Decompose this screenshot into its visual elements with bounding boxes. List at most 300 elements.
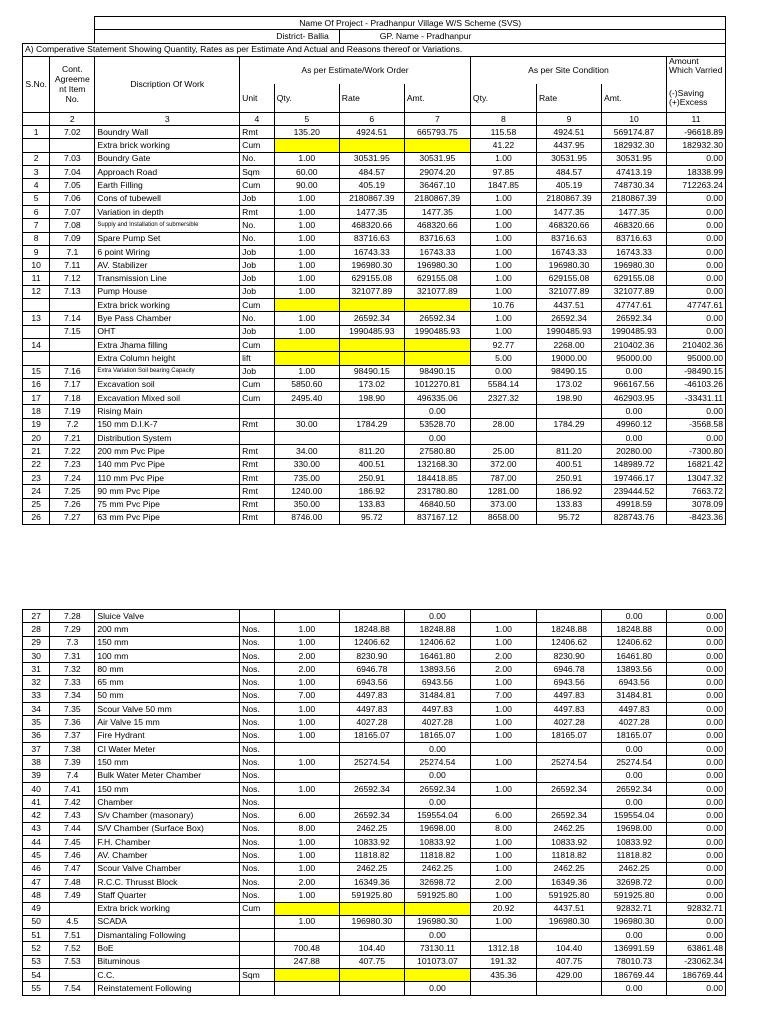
description-cell: 63 mm Pvc Pipe — [95, 511, 240, 524]
serial-number-cell: 25 — [23, 498, 50, 511]
estimate-qty-cell: 2.00 — [274, 663, 339, 676]
site-rate-cell: 186.92 — [536, 485, 601, 498]
table-row — [23, 649, 726, 662]
estimate-amount-cell — [404, 299, 470, 312]
saving-excess-cell: 0.00 — [667, 982, 726, 995]
description-cell: CI Water Meter — [95, 742, 240, 755]
item-number-cell: 7.49 — [50, 889, 95, 902]
table-row — [23, 152, 726, 165]
table-row — [23, 862, 726, 875]
estimate-qty-cell — [274, 796, 339, 809]
estimate-amount-cell: 98490.15 — [404, 365, 470, 378]
item-number-cell: 7.27 — [50, 511, 95, 524]
site-qty-cell — [470, 769, 536, 782]
item-number-cell: 7.38 — [50, 742, 95, 755]
description-cell: Bituminous — [95, 955, 240, 968]
description-cell: 200 mm Pvc Pipe — [95, 445, 240, 458]
table-row — [23, 219, 726, 232]
item-number-cell: 7.11 — [50, 259, 95, 272]
site-amount-cell: 0.00 — [602, 796, 667, 809]
estimate-rate-cell — [339, 769, 404, 782]
site-qty-cell — [470, 432, 536, 445]
site-qty-cell: 5.00 — [470, 352, 536, 365]
serial-number-cell: 33 — [23, 689, 50, 702]
site-amount-cell: 321077.89 — [602, 285, 667, 298]
estimate-qty-cell: 1.00 — [274, 192, 339, 205]
saving-excess-cell: 0.00 — [667, 219, 726, 232]
saving-excess-cell: -3568.58 — [667, 418, 726, 431]
table-row — [23, 232, 726, 245]
serial-number-cell: 43 — [23, 822, 50, 835]
serial-number-cell: 26 — [23, 511, 50, 524]
table-row — [23, 809, 726, 822]
site-amount-cell: 591925.80 — [602, 889, 667, 902]
estimate-amount-cell: 53528.70 — [404, 418, 470, 431]
site-rate-cell: 2462.25 — [537, 862, 602, 875]
serial-number-cell: 21 — [23, 445, 50, 458]
estimate-amount-cell: 2180867.39 — [404, 192, 470, 205]
unit-cell: Rmt — [240, 485, 275, 498]
table-row — [23, 392, 726, 405]
estimate-qty-cell: 2.00 — [274, 875, 339, 888]
site-amount-cell: 4027.28 — [602, 716, 667, 729]
table-row — [23, 703, 726, 716]
site-rate-cell: 4497.83 — [537, 703, 602, 716]
site-rate-cell: 173.02 — [536, 378, 601, 391]
estimate-qty-cell: 90.00 — [274, 179, 339, 192]
estimate-qty-cell — [274, 902, 339, 915]
table-row — [23, 166, 726, 179]
site-amount-cell: 25274.54 — [602, 756, 667, 769]
saving-excess-cell: 0.00 — [667, 676, 726, 689]
description-cell: Rising Main — [95, 405, 240, 418]
table-row — [23, 756, 726, 769]
site-amount-cell: 159554.04 — [602, 809, 667, 822]
serial-number-cell: 51 — [23, 929, 50, 942]
item-number-cell: 7.47 — [50, 862, 95, 875]
col-number: 9 — [536, 112, 601, 125]
estimate-qty-cell: 1.00 — [274, 729, 339, 742]
table-row — [23, 445, 726, 458]
serial-number-cell: 41 — [23, 796, 50, 809]
estimate-amount-cell: 6943.56 — [404, 676, 470, 689]
site-amount-cell: 83716.63 — [602, 232, 667, 245]
estimate-rate-cell: 186.92 — [339, 485, 404, 498]
estimate-amount-cell: 196980.30 — [404, 259, 470, 272]
table-row — [23, 969, 726, 982]
estimate-rate-cell: 95.72 — [339, 511, 404, 524]
table-row — [23, 782, 726, 795]
item-number-cell: 7.46 — [50, 849, 95, 862]
estimate-rate-cell: 11818.82 — [339, 849, 404, 862]
item-number-cell: 7.43 — [50, 809, 95, 822]
description-cell: Extra brick working — [95, 139, 240, 152]
estimate-qty-cell: 2495.40 — [274, 392, 339, 405]
serial-number-cell: 38 — [23, 756, 50, 769]
serial-number-cell: 11 — [23, 272, 50, 285]
site-qty-cell: 1.00 — [470, 676, 536, 689]
serial-number-cell: 29 — [23, 636, 50, 649]
estimate-qty-cell — [274, 929, 339, 942]
serial-number-cell: 9 — [23, 245, 50, 258]
saving-excess-cell: 0.00 — [667, 285, 726, 298]
site-amount-cell: 16743.33 — [602, 245, 667, 258]
serial-number-cell: 20 — [23, 432, 50, 445]
table-row — [23, 352, 726, 365]
unit-cell — [240, 610, 275, 623]
item-number-cell: 7.31 — [50, 649, 95, 662]
estimate-qty-cell: 1.00 — [274, 152, 339, 165]
rate-header: Rate — [339, 84, 404, 112]
estimate-qty-cell: 1.00 — [274, 849, 339, 862]
estimate-amount-cell: 25274.54 — [404, 756, 470, 769]
site-rate-cell: 250.91 — [536, 471, 601, 484]
estimate-amount-cell: 19698.00 — [404, 822, 470, 835]
item-number-cell: 7.19 — [50, 405, 95, 418]
unit-cell: Nos. — [240, 796, 275, 809]
site-rate-cell: 30531.95 — [536, 152, 601, 165]
table-row — [23, 498, 726, 511]
saving-excess-cell: 0.00 — [667, 272, 726, 285]
saving-excess-cell: 0.00 — [667, 405, 726, 418]
site-rate-cell: 133.83 — [536, 498, 601, 511]
site-rate-cell — [537, 929, 602, 942]
estimate-amount-cell — [404, 969, 470, 982]
site-rate-cell: 2268.00 — [536, 338, 601, 351]
saving-excess-cell: 0.00 — [667, 636, 726, 649]
site-qty-cell: 6.00 — [470, 809, 536, 822]
estimate-rate-cell: 4027.28 — [339, 716, 404, 729]
estimate-rate-cell — [339, 299, 404, 312]
estimate-amount-cell — [404, 139, 470, 152]
site-rate-cell: 26592.34 — [537, 782, 602, 795]
estimate-rate-cell: 30531.95 — [339, 152, 404, 165]
site-qty-cell: 1.00 — [470, 192, 536, 205]
table-row — [23, 636, 726, 649]
site-rate-cell: 11818.82 — [537, 849, 602, 862]
estimate-rate-cell — [339, 982, 404, 995]
site-qty-cell: 28.00 — [470, 418, 536, 431]
estimate-qty-cell — [274, 969, 339, 982]
item-number-cell: 7.45 — [50, 836, 95, 849]
site-amount-cell: 966167.56 — [602, 378, 667, 391]
estimate-qty-cell: 1.00 — [274, 232, 339, 245]
site-qty-cell: 97.85 — [470, 166, 536, 179]
estimate-amount-cell: 0.00 — [404, 432, 470, 445]
site-amount-cell: 26592.34 — [602, 312, 667, 325]
unit-cell: Cum — [240, 392, 275, 405]
serial-number-cell: 44 — [23, 836, 50, 849]
site-qty-cell: 1.00 — [470, 756, 536, 769]
item-number-cell: 7.13 — [50, 285, 95, 298]
serial-number-cell — [23, 139, 50, 152]
site-qty-cell: 7.00 — [470, 689, 536, 702]
item-number-cell: 7.18 — [50, 392, 95, 405]
estimate-qty-cell: 1.00 — [274, 325, 339, 338]
site-rate-cell — [537, 982, 602, 995]
estimate-qty-cell: 5850.60 — [274, 378, 339, 391]
site-qty-cell: 1.00 — [470, 889, 536, 902]
saving-excess-cell: 0.00 — [667, 432, 726, 445]
estimate-amount-cell: 132168.30 — [404, 458, 470, 471]
saving-excess-cell: 0.00 — [667, 716, 726, 729]
estimate-rate-cell — [339, 139, 404, 152]
site-qty-cell: 1.00 — [470, 636, 536, 649]
estimate-qty-cell: 1.00 — [274, 782, 339, 795]
description-cell: Supply and Installation of submersible — [95, 219, 240, 232]
table-row — [23, 245, 726, 258]
description-cell: S/v Chamber (masonary) — [95, 809, 240, 822]
estimate-amount-cell: 2462.25 — [404, 862, 470, 875]
site-rate-cell: 196980.30 — [537, 915, 602, 928]
serial-number-cell: 24 — [23, 485, 50, 498]
estimate-rate-cell: 629155.08 — [339, 272, 404, 285]
estimate-amount-cell: 231780.80 — [404, 485, 470, 498]
saving-excess-cell: 182932.30 — [667, 139, 726, 152]
serial-number-cell: 48 — [23, 889, 50, 902]
unit-cell: Rmt — [240, 205, 275, 218]
amount-varied-header: Amount Which Varried — [667, 56, 726, 84]
site-amount-cell: 239444.52 — [602, 485, 667, 498]
col-number: 2 — [50, 112, 95, 125]
estimate-qty-cell: 247.88 — [274, 955, 339, 968]
site-qty-cell — [470, 982, 536, 995]
description-cell: AV. Stabilizer — [95, 259, 240, 272]
item-number-cell: 7.09 — [50, 232, 95, 245]
item-no-header: Cont. Agreeme nt Item No. — [50, 56, 95, 112]
estimate-rate-cell: 407.75 — [339, 955, 404, 968]
item-number-cell: 7.35 — [50, 703, 95, 716]
serial-number-cell: 49 — [23, 902, 50, 915]
serial-number-cell: 12 — [23, 285, 50, 298]
site-qty-cell: 1.00 — [470, 259, 536, 272]
site-amount-cell: 11818.82 — [602, 849, 667, 862]
unit-cell: Nos. — [240, 636, 275, 649]
site-amount-cell: 47413.19 — [602, 166, 667, 179]
estimate-qty-cell: 1.00 — [274, 312, 339, 325]
estimate-rate-cell: 196980.30 — [339, 259, 404, 272]
site-amount-cell: 629155.08 — [602, 272, 667, 285]
unit-cell: Nos. — [240, 663, 275, 676]
site-qty-cell: 1.00 — [470, 703, 536, 716]
estimate-qty-cell: 1.00 — [274, 862, 339, 875]
serial-number-cell: 35 — [23, 716, 50, 729]
site-amount-cell: 186769.44 — [602, 969, 667, 982]
unit-cell: Nos. — [240, 716, 275, 729]
site-rate-cell: 1784.29 — [536, 418, 601, 431]
serial-number-cell: 55 — [23, 982, 50, 995]
serial-number-cell: 4 — [23, 179, 50, 192]
table-row — [23, 889, 726, 902]
description-cell: Extra brick working — [95, 902, 240, 915]
estimate-rate-cell: 4497.83 — [339, 703, 404, 716]
item-number-cell: 7.12 — [50, 272, 95, 285]
table-row — [23, 458, 726, 471]
site-amount-cell: 0.00 — [602, 365, 667, 378]
saving-excess-cell: 0.00 — [667, 649, 726, 662]
site-amount-cell: 148989.72 — [602, 458, 667, 471]
serial-number-cell: 3 — [23, 166, 50, 179]
table-row — [23, 299, 726, 312]
estimate-qty-cell: 1.00 — [274, 703, 339, 716]
saving-excess-cell: -33431.11 — [667, 392, 726, 405]
serial-number-cell — [23, 299, 50, 312]
saving-excess-cell: 0.00 — [667, 875, 726, 888]
unit-cell: Nos. — [240, 875, 275, 888]
saving-excess-cell: -96618.89 — [667, 126, 726, 139]
estimate-amount-cell: 101073.07 — [404, 955, 470, 968]
site-qty-cell: 8658.00 — [470, 511, 536, 524]
gp-name-label: GP. Name - Pradhanpur — [339, 30, 725, 43]
saving-excess-cell: 0.00 — [667, 929, 726, 942]
saving-excess-cell: 0.00 — [667, 756, 726, 769]
estimate-rate-cell: 2180867.39 — [339, 192, 404, 205]
item-number-cell: 7.23 — [50, 458, 95, 471]
estimate-qty-cell: 8.00 — [274, 822, 339, 835]
saving-excess-cell: 0.00 — [667, 192, 726, 205]
description-cell: Excavation Mixed soil — [95, 392, 240, 405]
serial-number-cell: 47 — [23, 875, 50, 888]
sno-header: S.No. — [23, 56, 50, 112]
item-number-cell: 7.4 — [50, 769, 95, 782]
col-number: 11 — [667, 112, 726, 125]
description-cell: Extra brick working — [95, 299, 240, 312]
site-rate-cell: 4924.51 — [536, 126, 601, 139]
site-amount-cell: 30531.95 — [602, 152, 667, 165]
table-row — [23, 259, 726, 272]
estimate-amount-cell: 184418.85 — [404, 471, 470, 484]
table-row — [23, 796, 726, 809]
unit-cell: Nos. — [240, 729, 275, 742]
saving-excess-cell: 0.00 — [667, 703, 726, 716]
table-row — [23, 179, 726, 192]
saving-excess-header: (-)Saving (+)Excess — [667, 84, 726, 112]
estimate-rate-cell: 26592.34 — [339, 312, 404, 325]
site-qty-cell: 1.00 — [470, 245, 536, 258]
site-qty-cell — [470, 742, 536, 755]
unit-cell: Nos. — [240, 689, 275, 702]
site-amount-cell: 0.00 — [602, 982, 667, 995]
item-number-cell: 7.39 — [50, 756, 95, 769]
site-qty-cell: 10.76 — [470, 299, 536, 312]
unit-cell: No. — [240, 232, 275, 245]
serial-number-cell: 28 — [23, 623, 50, 636]
unit-cell: Sqm — [240, 969, 275, 982]
site-rate-cell — [537, 796, 602, 809]
saving-excess-cell: -98490.15 — [667, 365, 726, 378]
estimate-rate-cell: 6943.56 — [339, 676, 404, 689]
unit-cell: Nos. — [240, 836, 275, 849]
site-qty-cell: 1.00 — [470, 836, 536, 849]
description-cell: Approach Road — [95, 166, 240, 179]
item-number-cell — [50, 299, 95, 312]
site-qty-cell: 372.00 — [470, 458, 536, 471]
description-cell: Bye Pass Chamber — [95, 312, 240, 325]
table-row — [23, 405, 726, 418]
estimate-amount-cell: 12406.62 — [404, 636, 470, 649]
serial-number-cell: 23 — [23, 471, 50, 484]
estimate-rate-cell: 173.02 — [339, 378, 404, 391]
unit-cell — [240, 405, 275, 418]
serial-number-cell: 31 — [23, 663, 50, 676]
estimate-qty-cell: 1.00 — [274, 623, 339, 636]
saving-excess-cell: 0.00 — [667, 889, 726, 902]
estimate-qty-cell: 1.00 — [274, 272, 339, 285]
description-cell: AV. Chamber — [95, 849, 240, 862]
estimate-qty-cell: 350.00 — [274, 498, 339, 511]
estimate-qty-cell: 2.00 — [274, 649, 339, 662]
statement-heading: A) Comperative Statement Showing Quantity, Rates as per Estimate And Actual and Reasons thereof or Variations. — [23, 43, 726, 56]
estimate-rate-cell: 811.20 — [339, 445, 404, 458]
site-rate-cell: 4437.51 — [536, 299, 601, 312]
table-row — [23, 875, 726, 888]
description-cell: Scour Valve 50 mm — [95, 703, 240, 716]
saving-excess-cell: 0.00 — [667, 849, 726, 862]
unit-cell: Rmt — [240, 458, 275, 471]
estimate-rate-cell: 18165.07 — [339, 729, 404, 742]
table-row — [23, 955, 726, 968]
item-number-cell: 7.54 — [50, 982, 95, 995]
estimate-amount-cell: 629155.08 — [404, 272, 470, 285]
estimate-qty-cell: 1.00 — [274, 889, 339, 902]
site-rate-cell: 629155.08 — [536, 272, 601, 285]
site-amount-cell: 569174.87 — [602, 126, 667, 139]
unit-cell — [240, 942, 275, 955]
site-qty-cell: 20.92 — [470, 902, 536, 915]
estimate-amount-cell: 468320.66 — [404, 219, 470, 232]
estimate-rate-cell: 591925.80 — [339, 889, 404, 902]
saving-excess-cell: 712263.24 — [667, 179, 726, 192]
item-number-cell: 7.06 — [50, 192, 95, 205]
estimate-rate-cell: 8230.90 — [339, 649, 404, 662]
estimate-qty-cell: 1.00 — [274, 836, 339, 849]
estimate-amount-cell: 4497.83 — [404, 703, 470, 716]
saving-excess-cell: 0.00 — [667, 325, 726, 338]
saving-excess-cell: 0.00 — [667, 742, 726, 755]
site-rate-cell: 18165.07 — [537, 729, 602, 742]
site-rate-header: Rate — [536, 84, 601, 112]
site-amount-cell: 2462.25 — [602, 862, 667, 875]
description-cell: Cons of tubewell — [95, 192, 240, 205]
unit-cell: Job — [240, 325, 275, 338]
site-rate-cell: 18248.88 — [537, 623, 602, 636]
item-number-cell — [50, 969, 95, 982]
col-number: 3 — [95, 112, 240, 125]
site-rate-cell: 321077.89 — [536, 285, 601, 298]
col-number: 4 — [240, 112, 275, 125]
col-number: 8 — [470, 112, 536, 125]
serial-number-cell: 54 — [23, 969, 50, 982]
estimate-rate-cell: 2462.25 — [339, 822, 404, 835]
serial-number-cell: 22 — [23, 458, 50, 471]
site-amount-cell: 18248.88 — [602, 623, 667, 636]
estimate-qty-cell — [274, 299, 339, 312]
table-row — [23, 623, 726, 636]
estimate-rate-cell: 405.19 — [339, 179, 404, 192]
estimate-rate-cell: 4924.51 — [339, 126, 404, 139]
estimate-rate-cell: 4497.83 — [339, 689, 404, 702]
serial-number-cell: 10 — [23, 259, 50, 272]
estimate-rate-cell — [339, 902, 404, 915]
saving-excess-cell: 95000.00 — [667, 352, 726, 365]
item-number-cell: 7.53 — [50, 955, 95, 968]
site-amount-cell: 197466.17 — [602, 471, 667, 484]
estimate-rate-cell: 16349.36 — [339, 875, 404, 888]
table-row — [23, 849, 726, 862]
site-amount-cell: 0.00 — [602, 769, 667, 782]
saving-excess-cell: 0.00 — [667, 623, 726, 636]
description-cell: Sluice Valve — [95, 610, 240, 623]
